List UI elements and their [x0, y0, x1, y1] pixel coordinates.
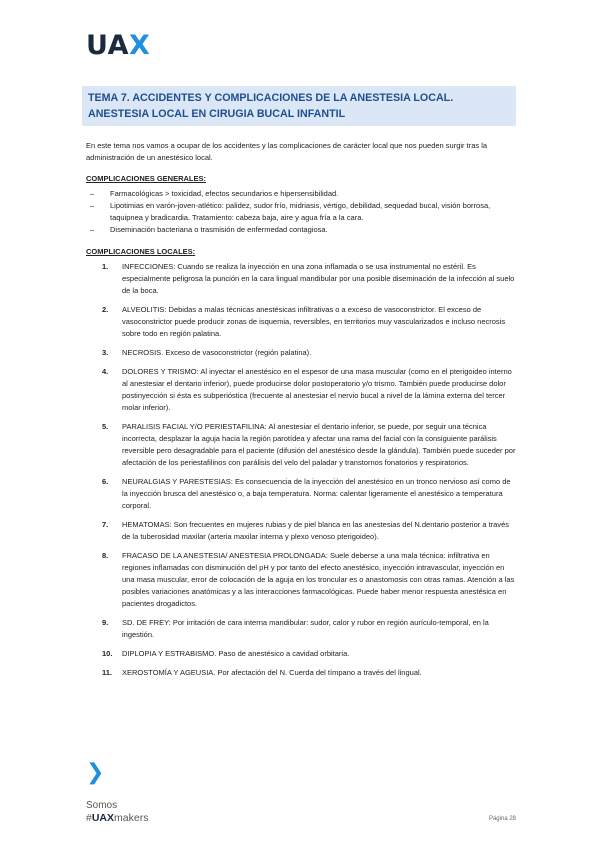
- title-line-2: ANESTESIA LOCAL EN CIRUGIA BUCAL INFANTIL: [88, 108, 346, 120]
- list-item: 3. NECROSIS. Exceso de vasoconstrictor (región palatina).: [102, 348, 312, 357]
- list-item: – Lipotimias en varón-joven-atlético: palidez, sudor frío, midriasis, vértigo, debilidad, sequedad bucal, visión borrosa, taquipnea y bradicardia. Tratamiento: cabeza baja, aire y agua fría a la cara.: [90, 201, 491, 222]
- footer-tagline: [86, 800, 148, 824]
- chevron-right-icon: ❯: [86, 760, 105, 785]
- general-complications-heading: COMPLICACIONES GENERALES:: [86, 174, 207, 183]
- list-item: 9. SD. DE FREY: Por irritación de cara interna mandibular: sudor, calor y rubor en región aurículo-temporal, en la ingestión.: [102, 618, 489, 639]
- list-item: 7. HEMATOMAS: Son frecuentes en mujeres rubias y de piel blanca en las anestesias del N.dentario posterior a través de la tuberosidad maxilar (arteria maxilar interna y plexo venoso pterigoideo).: [102, 520, 510, 541]
- uax-logo: [86, 30, 150, 61]
- logo-text: UA: [86, 30, 129, 61]
- logo-x: X: [129, 30, 151, 61]
- general-complications-list: [86, 188, 516, 236]
- list-item: 11. XEROSTOMÍA Y AGEUSIA. Por afectación del N. Cuerda del tímpano a través del lingual.: [102, 668, 422, 677]
- list-item: 6. NEURALGIAS Y PARESTESIAS: Es consecuencia de la inyección del anestésico en un tronco nervioso así como de la inyección brusca del anestésico o, a baja temperatura. Norma: calentar ligeramente el anestésico a temperatura corporal.: [102, 477, 511, 510]
- local-complications-heading: COMPLICACIONES LOCALES:: [86, 247, 196, 256]
- local-complications-list: [86, 261, 516, 679]
- intro-paragraph: En este tema nos vamos a ocupar de los accidentes y las complicaciones de carácter local que nos pueden surgir tras la administración de un anestésico local.: [86, 141, 488, 162]
- topic-title: [82, 86, 516, 126]
- page-number: Página 28: [488, 816, 516, 822]
- list-item: 4. DOLORES Y TRISMO: Al inyectar el anestésico en el espesor de una masa muscular (como en el pterigoideo interno al anestesiar el dentario inferior), puede producirse dolor postoperatorio y/o trismo. También puede producirse dolor postinyección si ésta es subperióstica (frecuente al anestesiar el nervio bucal a nivel de la lámina externa del tercer molar inferior).: [102, 367, 512, 412]
- tagline-line-1: Somos: [86, 800, 118, 811]
- list-item: 8. FRACASO DE LA ANESTESIA/ ANESTESIA PROLONGADA: Suele deberse a una mala técnica: infiltrativa en regiones inflamadas con disminución del pH y por tanto del efecto anestésico, inyección intravascular, inyección en una masa muscular, error de colocación de la aguja en los troncular es o anastomosis con otras ramas. Atención a las posibles variaciones anatómicas y a las interacciones farmacológicas. Puede haber menor respuesta anestésica en pacientes drogadictos.: [102, 551, 515, 608]
- list-item: – Diseminación bacteriana o trasmisión de enfermedad contagiosa.: [90, 225, 328, 234]
- list-item: 10. DIPLOPIA Y ESTRABISMO. Paso de anestésico a cavidad orbitaria.: [102, 649, 350, 658]
- list-item: – Farmacológicas > toxicidad, efectos secundarios e hipersensibilidad.: [90, 189, 339, 198]
- list-item: 1. INFECCIONES: Cuando se realiza la inyección en una zona inflamada o se usa instrumental no estéril. Es especialmente peligrosa la punción en la cara lingual mandibular por una posible diseminación de la infección al suelo de la boca.: [102, 262, 515, 295]
- title-line-1: TEMA 7. ACCIDENTES Y COMPLICACIONES DE LA ANESTESIA LOCAL.: [88, 92, 454, 104]
- tagline-line-2: #UAXmakers: [86, 812, 149, 824]
- document-body: [86, 140, 516, 686]
- list-item: 5. PARALISIS FACIAL Y/O PERIESTAFILINA: Al anestesiar el dentario inferior, se puede, por seguir una técnica incorrecta, desplazar la aguja hacia la región parotídea y afectar una rama del facial con la consiguiente parálisis reversible pero desagradable para el paciente (difusión del anestésico desde la glándula). También puede suceder por afectación de los periestafilinos con parálisis del velo del paladar y transtornos fonatorios y respiratorios.: [102, 422, 516, 467]
- list-item: 2. ALVEOLITIS: Debidas a malas técnicas anestésicas infiltrativas o a exceso de vasoconstrictor. El exceso de vasoconstrictor puede producir zonas de isquemia, reversibles, en territorios muy vascularizados e incluso necrosis sobre todo en región palatina.: [102, 305, 506, 338]
